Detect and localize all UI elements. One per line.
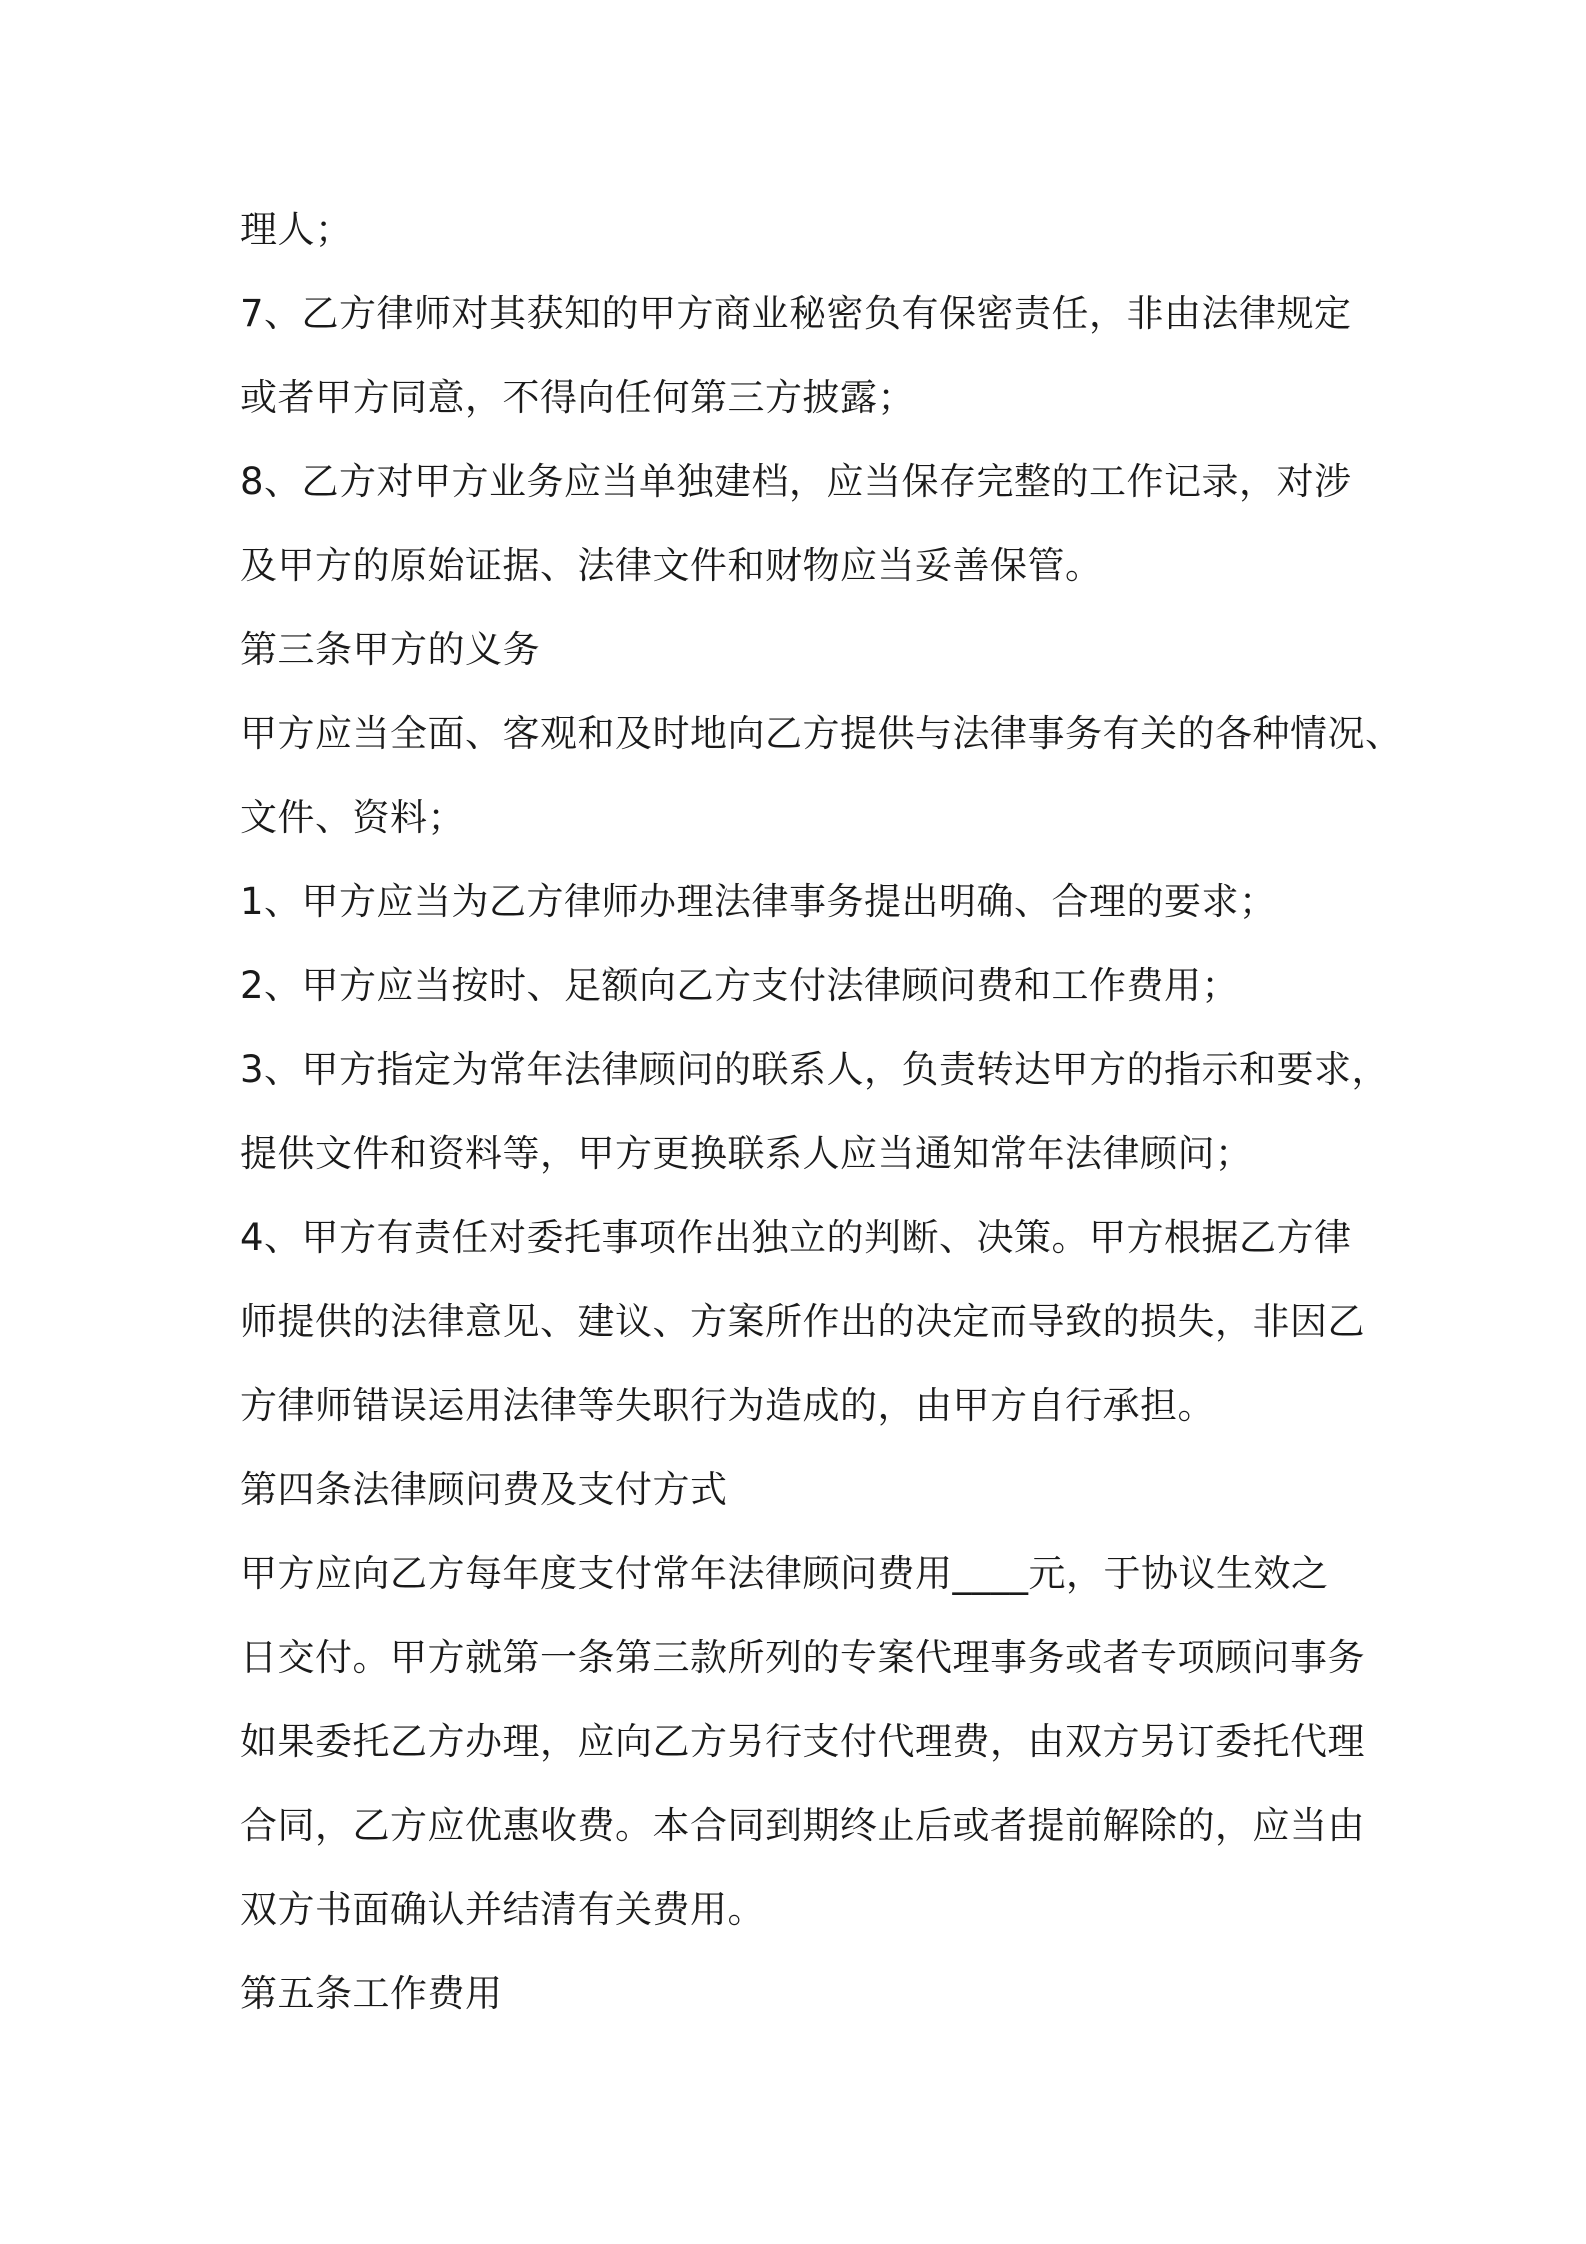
- clause-8-line-1: 8、乙方对甲方业务应当单独建档，应当保存完整的工作记录，对涉: [240, 460, 1352, 503]
- article-3-item-3-line-1: 3、甲方指定为常年法律顾问的联系人，负责转达甲方的指示和要求，: [240, 1048, 1390, 1091]
- clause-7-line-1: 7、乙方律师对其获知的甲方商业秘密负有保密责任，非由法律规定: [240, 292, 1352, 335]
- article-4-heading: 第四条法律顾问费及支付方式: [240, 1468, 728, 1511]
- article-3-item-4-line-3: 方律师错误运用法律等失职行为造成的，由甲方自行承担。: [240, 1384, 1215, 1427]
- clause-8-line-2: 及甲方的原始证据、法律文件和财物应当妥善保管。: [240, 544, 1103, 587]
- article-3-item-2: 2、甲方应当按时、足额向乙方支付法律顾问费和工作费用；: [240, 964, 1240, 1007]
- article-3-intro-line-2: 文件、资料；: [240, 796, 465, 839]
- article-3-item-3-line-2: 提供文件和资料等，甲方更换联系人应当通知常年法律顾问；: [240, 1132, 1253, 1175]
- document-body: [240, 188, 1403, 2036]
- article-3-intro-line-1: 甲方应当全面、客观和及时地向乙方提供与法律事务有关的各种情况、: [240, 712, 1403, 755]
- article-4-body-line-5: 双方书面确认并结清有关费用。: [240, 1888, 765, 1931]
- article-3-item-4-line-2: 师提供的法律意见、建议、方案所作出的决定而导致的损失，非因乙: [240, 1300, 1365, 1343]
- text-line: 理人；: [240, 208, 353, 251]
- article-4-body-line-2: 日交付。甲方就第一条第三款所列的专案代理事务或者专项顾问事务: [240, 1636, 1365, 1679]
- article-4-body-line-3: 如果委托乙方办理，应向乙方另行支付代理费，由双方另订委托代理: [240, 1720, 1365, 1763]
- clause-7-line-2: 或者甲方同意，不得向任何第三方披露；: [240, 376, 915, 419]
- article-5-heading: 第五条工作费用: [240, 1972, 503, 2015]
- article-4-body-line-4: 合同，乙方应优惠收费。本合同到期终止后或者提前解除的，应当由: [240, 1804, 1365, 1847]
- article-3-item-4-line-1: 4、甲方有责任对委托事项作出独立的判断、决策。甲方根据乙方律: [240, 1216, 1352, 1259]
- article-4-body-line-1: 甲方应向乙方每年度支付常年法律顾问费用____元，于协议生效之: [240, 1552, 1329, 1595]
- article-3-item-1: 1、甲方应当为乙方律师办理法律事务提出明确、合理的要求；: [240, 880, 1277, 923]
- article-3-heading: 第三条甲方的义务: [240, 628, 540, 671]
